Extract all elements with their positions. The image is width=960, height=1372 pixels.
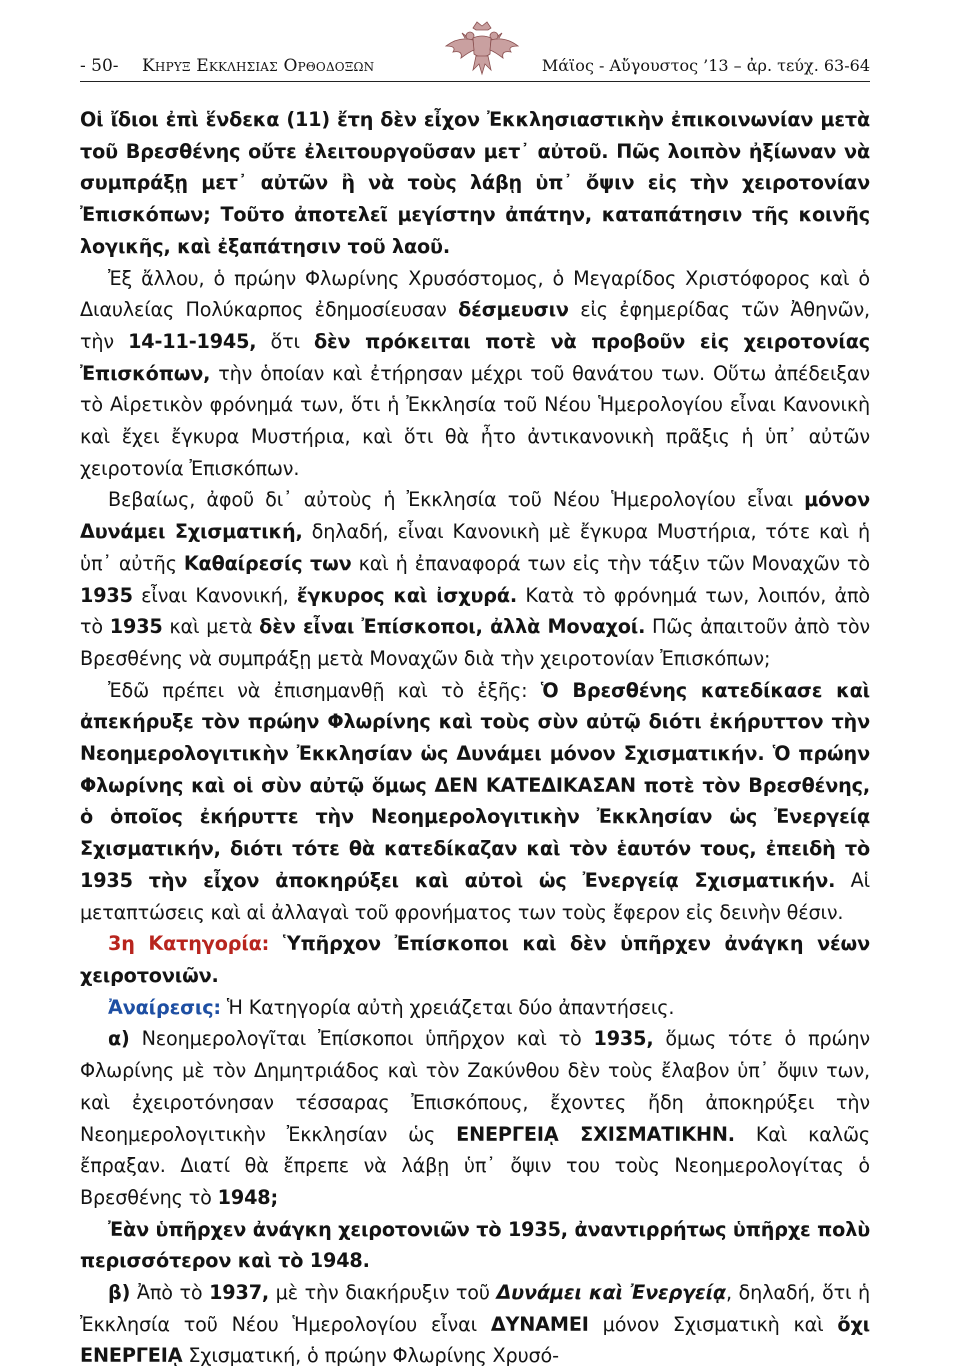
p3-text-7: Πῶς ἀπαιτοῦν ἀπὸ τὸν Βρεσθένης νὰ συμπράξῃ μετὰ Μοναχῶν διὰ τὴν χειροτονίαν Ἐπισκόπων; — [80, 615, 870, 670]
paragraph-9 — [80, 1277, 870, 1372]
double-headed-eagle-icon — [443, 20, 521, 76]
p7-bold-3: 1948; — [217, 1185, 278, 1209]
header-rule — [80, 81, 870, 82]
p3-bold-1: μόνον Δυνάμει Σχισματική, — [80, 488, 870, 544]
paragraph-4 — [80, 675, 870, 929]
paragraph-3 — [80, 484, 870, 674]
p4-text-1: Ἐδῶ πρέπει νὰ ἐπισημανθῇ καὶ τὸ ἑξῆς: — [108, 678, 541, 702]
p9-bold-2: ΔΥΝΑΜΕΙ — [490, 1312, 589, 1336]
p5-bold-1: Ὑπῆρχον Ἐπίσκοποι καὶ δὲν ὑπῆρχεν ἀνάγκη νέων χειροτονιῶν. — [80, 932, 871, 987]
p3-text-6: καὶ μετὰ — [162, 615, 260, 639]
page-number: - 50- — [80, 56, 119, 76]
p9-text-3: , δηλαδή, ὅτι ἡ Ἐκκλησία τοῦ Νέου Ἡμερολογίου εἶναι — [80, 1281, 870, 1336]
p7-text-1: Νεοημερολογῖται Ἐπίσκοποι ὑπῆρχον καὶ τὸ — [129, 1027, 594, 1051]
issue-info: Μάϊος - Αὔγουστος ’13 – ἀρ. τεύχ. 63-64 — [541, 56, 870, 75]
p9-bold-3: ὄχι ΕΝΕΡΓΕΙᾼ — [80, 1312, 870, 1368]
p9-text-5: Σχισματική, ὁ πρώην Φλωρίνης Χρυσό- — [182, 1344, 559, 1368]
p3-bold-4: ἔγκυρος καὶ ἰσχυρά. — [296, 583, 518, 607]
p9-text-1: Ἀπὸ τὸ — [130, 1281, 210, 1305]
p7-text-2: ὅμως τότε ὁ πρώην Φλωρίνης μὲ τὸν Δημητριάδος καὶ τὸν Ζακύνθου δὲν τοὺς ἔλαβον ὑπ᾽ ὄψιν των, καὶ ἐχειροτόνησαν τέσσαρας Ἐπισκόπους, ἔχοντες ἤδη ἀποκηρύξει τὴν Νεοημερολογιτικὴν Ἐκκλησίαν ὡς — [80, 1027, 870, 1146]
paragraph-1 — [80, 104, 870, 263]
p9-text-4: μόνον Σχισματικὴ καὶ — [588, 1312, 838, 1336]
paragraph-5 — [80, 928, 870, 991]
p2-text-3: ὅτι — [256, 329, 314, 353]
p2-bold-3: δὲν πρόκειται ποτὲ νὰ προβοῦν εἰς χειροτονίας Ἐπισκόπων, — [80, 329, 870, 385]
p2-bold-2: 14-11-1945, — [128, 329, 257, 353]
p8-text: Ἐὰν ὑπῆρχεν ἀνάγκη χειροτονιῶν τὸ 1935, ἀναντιρρήτως ὑπῆρχε πολὺ περισσότερον καὶ τὸ 1948. — [80, 1217, 870, 1273]
category-3-label: 3η Κατηγορία: — [108, 932, 270, 956]
p9-bold-italic-1: Δυνάμει καὶ Ἐνεργείᾳ — [496, 1281, 726, 1305]
paragraph-8 — [80, 1214, 870, 1277]
p3-bold-5: 1935 — [109, 615, 163, 639]
refutation-label: Ἀναίρεσις: — [108, 995, 221, 1019]
p7-bold-1: 1935, — [593, 1027, 654, 1051]
p3-text-2: δηλαδή, εἶναι Κανονικὴ μὲ ἔγκυρα Μυστήρια, τότε καὶ ἡ ὑπ᾽ αὐτῆς — [80, 520, 871, 575]
p4-text-2: Αἱ μεταπτώσεις καὶ αἱ ἀλλαγαὶ τοῦ φρονήματος των τοὺς ἔφερον εἰς δεινὴν θέσιν. — [80, 868, 870, 924]
p9-marker: β) — [108, 1281, 131, 1305]
paragraph-6 — [80, 992, 870, 1024]
p7-marker: α) — [108, 1027, 130, 1051]
p9-text-2: μὲ τὴν διακήρυξιν τοῦ — [269, 1281, 497, 1305]
p7-bold-2: ΕΝΕΡΓΕΙᾼ ΣΧΙΣΜΑΤΙΚΗΝ. — [456, 1122, 735, 1146]
paragraph-7 — [80, 1023, 870, 1213]
p2-bold-1: δέσμευσιν — [458, 298, 569, 322]
p3-text-3: καὶ ἡ ἐπαναφορά των εἰς τὴν τάξιν τῶν Μοναχῶν τὸ — [351, 551, 871, 575]
p3-text-4: εἶναι Κανονική, — [132, 583, 297, 607]
p3-bold-2: Καθαίρεσίς των — [183, 551, 352, 575]
p7-text-3: Καὶ καλῶς ἔπραξαν. Διατί θὰ ἔπρεπε νὰ λάβῃ ὑπ᾽ ὄψιν του τοὺς Νεοημερολογίτας ὁ Βρεσθένης τὸ — [80, 1122, 870, 1209]
p9-bold-1: 1937, — [209, 1281, 270, 1305]
p2-text-4: τὴν ὁποίαν καὶ ἐτήρησαν μέχρι τοῦ θανάτου των. Οὕτω ἀπέδειξαν τὸ Αἱρετικὸν φρόνημά των, ὅτι ἡ Ἐκκλησία τοῦ Νέου Ἡμερολογίου εἶναι Κανονικὴ καὶ ἔχει ἔγκυρα Μυστήρια, καὶ ὅτι θὰ ἦτο ἀντικανονικὴ πρᾶξις ἡ ὑπ᾽ αὐτῶν χειροτονία Ἐπισκόπων. — [80, 361, 870, 480]
p3-bold-6: δὲν εἶναι Ἐπίσκοποι, ἀλλὰ Μοναχοί. — [259, 615, 646, 639]
paragraph-2 — [80, 263, 870, 485]
magazine-title: Κηρυξ Εκκλησιας Ορθοδοξων — [142, 56, 375, 76]
p3-text-5: Κατὰ τὸ φρόνημά των, λοιπόν, ἀπὸ τὸ — [80, 583, 871, 639]
p2-text-2: εἰς ἐφημερίδας τῶν Ἀθηνῶν, τὴν — [80, 298, 870, 353]
p3-text-1: Βεβαίως, ἀφοῦ δι᾽ αὐτοὺς ἡ Ἐκκλησία τοῦ Νέου Ἡμερολογίου εἶναι — [108, 488, 805, 512]
p2-text-1: Ἐξ ἄλλου, ὁ πρώην Φλωρίνης Χρυσόστομος, ὁ Μεγαρίδος Χριστόφορος καὶ ὁ Διαυλείας Πολύκαρπος ἐδημοσίευσαν — [80, 266, 870, 322]
paragraph-1-text: Οἱ ἴδιοι ἐπὶ ἕνδεκα (11) ἔτη δὲν εἶχον Ἐκκλησιαστικὴν ἐπικοινωνίαν μετὰ τοῦ Βρεσθένης οὔτε ἐλειτουργοῦσαν μετ᾽ αὐτοῦ. Πῶς λοιπὸν ἠξίωναν νὰ συμπράξῃ μετ᾽ αὐτῶν ἢ νὰ τοὺς λάβῃ ὑπ᾽ ὄψιν εἰς τὴν χειροτονίαν Ἐπισκόπων; Τοῦτο ἀποτελεῖ μεγίστην ἀπάτην, καταπάτησιν τῆς κοινῆς λογικῆς, καὶ ἐξαπάτησιν τοῦ λαοῦ. — [80, 108, 870, 258]
p6-text-1: Ἡ Κατηγορία αὐτὴ χρειάζεται δύο ἀπαντήσεις. — [220, 995, 675, 1019]
article-body — [80, 104, 870, 1372]
p4-bold-1: Ὁ Βρεσθένης κατεδίκασε καὶ ἀπεκήρυξε τὸν πρώην Φλωρίνης καὶ τοὺς σὺν αὐτῷ διότι ἐκήρυττον τὴν Νεοημερολογιτικὴν Ἐκκλησίαν ὡς Δυνάμει μόνον Σχισματικήν. Ὁ πρώην Φλωρίνης καὶ οἱ σὺν αὐτῷ ὅμως ΔΕΝ ΚΑΤΕΔΙΚΑΣΑΝ ποτὲ τὸν Βρεσθένης, ὁ ὁποῖος ἐκήρυττε τὴν Νεοημερολογιτικὴν Ἐκκλησίαν ὡς Ἐνεργείᾳ Σχισματικήν, διότι τότε θὰ κατεδίκαζαν καὶ τὸν ἑαυτόν τους, ἐπειδὴ τὸ 1935 τὴν εἶχον ἀποκηρύξει καὶ αὐτοὶ ὡς Ἐνεργείᾳ Σχισματικήν. — [80, 678, 870, 892]
p3-bold-3: 1935 — [80, 583, 133, 607]
